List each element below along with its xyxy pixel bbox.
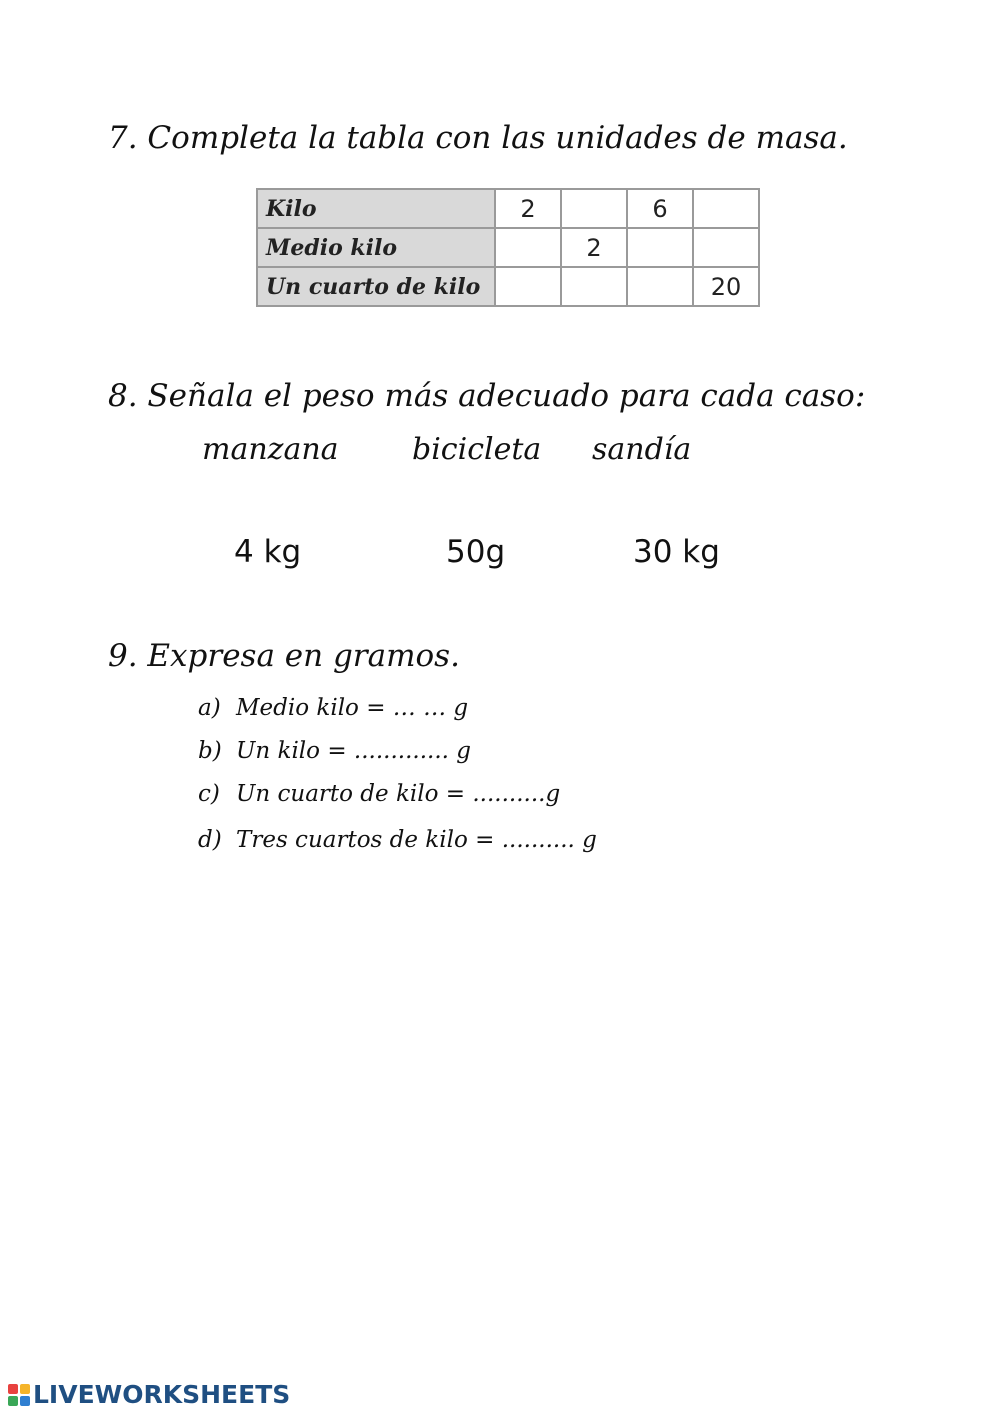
table-row bbox=[257, 267, 759, 306]
list-item[interactable] bbox=[198, 738, 471, 764]
list-item[interactable] bbox=[198, 827, 597, 853]
table-cell[interactable] bbox=[693, 189, 759, 228]
table-cell[interactable] bbox=[561, 267, 627, 306]
item-text: Un kilo = ............. g bbox=[236, 738, 471, 764]
table-cell[interactable]: 2 bbox=[495, 189, 561, 228]
footer-logo[interactable] bbox=[8, 1380, 290, 1409]
item-letter: c) bbox=[198, 781, 220, 807]
item-text: Tres cuartos de kilo = .......... g bbox=[236, 827, 597, 853]
weight-option-50g[interactable]: 50g bbox=[446, 534, 506, 570]
logo-square bbox=[8, 1396, 18, 1406]
table-cell[interactable] bbox=[495, 228, 561, 267]
question-8-title: 8. Señala el peso más adecuado para cada caso: bbox=[108, 378, 866, 414]
logo-square bbox=[8, 1384, 18, 1394]
table-row bbox=[257, 228, 759, 267]
weight-option-4kg[interactable]: 4 kg bbox=[234, 534, 302, 570]
object-bicicleta[interactable]: bicicleta bbox=[412, 432, 542, 467]
row-label-cuarto-kilo: Un cuarto de kilo bbox=[257, 267, 495, 306]
table-cell[interactable] bbox=[495, 267, 561, 306]
table-cell[interactable] bbox=[561, 189, 627, 228]
logo-text: LIVEWORKSHEETS bbox=[33, 1380, 291, 1409]
table-cell[interactable]: 20 bbox=[693, 267, 759, 306]
item-letter: a) bbox=[198, 695, 221, 721]
question-7-title: 7. Completa la tabla con las unidades de masa. bbox=[108, 120, 848, 156]
item-letter: b) bbox=[198, 738, 222, 764]
object-sandia[interactable]: sandía bbox=[592, 432, 692, 467]
table-cell[interactable] bbox=[693, 228, 759, 267]
item-letter: d) bbox=[198, 827, 222, 853]
row-label-medio-kilo: Medio kilo bbox=[257, 228, 495, 267]
row-label-kilo: Kilo bbox=[257, 189, 495, 228]
mass-units-table bbox=[256, 188, 760, 307]
list-item[interactable] bbox=[198, 781, 560, 807]
weight-option-30kg[interactable]: 30 kg bbox=[633, 534, 720, 570]
table-cell[interactable]: 6 bbox=[627, 189, 693, 228]
item-text: Medio kilo = … … g bbox=[236, 695, 469, 721]
item-text: Un cuarto de kilo = ..........g bbox=[236, 781, 561, 807]
question-9-title: 9. Expresa en gramos. bbox=[108, 638, 460, 674]
table-cell[interactable] bbox=[627, 228, 693, 267]
table-row bbox=[257, 189, 759, 228]
logo-square bbox=[20, 1396, 30, 1406]
object-manzana[interactable]: manzana bbox=[202, 432, 339, 467]
logo-square bbox=[20, 1384, 30, 1394]
table-cell[interactable]: 2 bbox=[561, 228, 627, 267]
list-item[interactable] bbox=[198, 695, 468, 721]
liveworksheets-logo-icon bbox=[8, 1384, 30, 1406]
table-cell[interactable] bbox=[627, 267, 693, 306]
